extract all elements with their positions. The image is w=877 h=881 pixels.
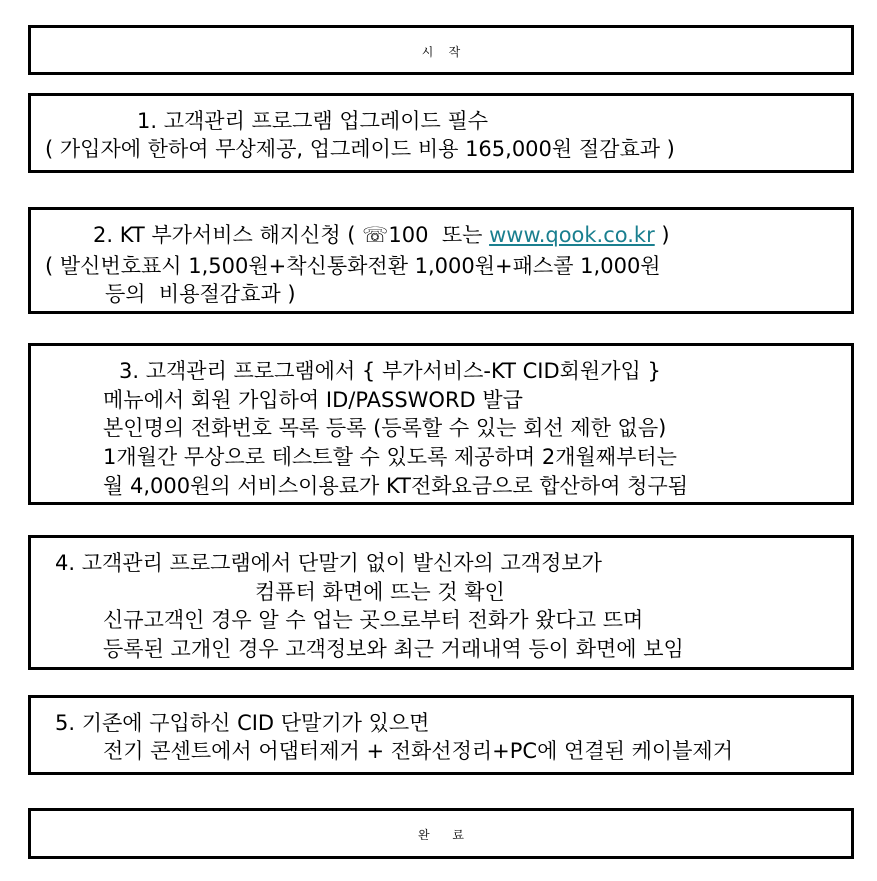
step2-line1 bbox=[93, 222, 670, 248]
step2-line2: ( 발신번호표시 1,500원+착신통화전환 1,000원+패스콜 1,000원 bbox=[45, 254, 661, 278]
start-box bbox=[28, 25, 854, 75]
step2-box bbox=[28, 207, 854, 314]
step3-line3: 본인명의 전화번호 목록 등록 (등록할 수 있는 회선 제한 없음) bbox=[103, 416, 667, 440]
step4-line4: 등록된 고개인 경우 고객정보와 최근 거래내역 등이 화면에 보임 bbox=[103, 637, 684, 661]
step3-line1: 3. 고객관리 프로그램에서 { 부가서비스-KT CID회원가입 } bbox=[119, 359, 661, 383]
step1-line2: ( 가입자에 한하여 무상제공, 업그레이드 비용 165,000원 절감효과 ) bbox=[45, 137, 675, 161]
step3-line2: 메뉴에서 회원 가입하여 ID/PASSWORD 발급 bbox=[103, 388, 523, 412]
step4-line1: 4. 고객관리 프로그램에서 단말기 없이 발신자의 고객정보가 bbox=[55, 551, 602, 575]
end-label: 완 료 bbox=[417, 828, 465, 842]
step5-line2: 전기 콘센트에서 어댑터제거 + 전화선정리+PC에 연결된 케이블제거 bbox=[103, 739, 734, 763]
start-label: 시 작 bbox=[421, 45, 461, 59]
step4-box bbox=[28, 535, 854, 670]
step3-box bbox=[28, 343, 854, 505]
step1-box bbox=[28, 93, 854, 173]
step2-line1-suffix: ) bbox=[654, 223, 670, 247]
step5-box bbox=[28, 695, 854, 775]
step1-line1: 1. 고객관리 프로그램 업그레이드 필수 bbox=[137, 109, 489, 133]
end-box bbox=[28, 808, 854, 859]
step4-line3: 신규고객인 경우 알 수 업는 곳으로부터 전화가 왔다고 뜨며 bbox=[103, 608, 644, 632]
step2-line1-prefix: 2. KT 부가서비스 해지신청 ( ☏100 또는 bbox=[93, 223, 490, 247]
qook-link[interactable]: www.qook.co.kr bbox=[489, 223, 655, 247]
step3-line5: 월 4,000원의 서비스이용료가 KT전화요금으로 합산하여 청구됨 bbox=[103, 474, 689, 498]
step4-line2: 컴퓨터 화면에 뜨는 것 확인 bbox=[255, 580, 505, 604]
step5-line1: 5. 기존에 구입하신 CID 단말기가 있으면 bbox=[55, 711, 430, 735]
step3-line4: 1개월간 무상으로 테스트할 수 있도록 제공하며 2개월째부터는 bbox=[103, 445, 677, 469]
step2-line3: 등의 비용절감효과 ) bbox=[105, 282, 296, 306]
